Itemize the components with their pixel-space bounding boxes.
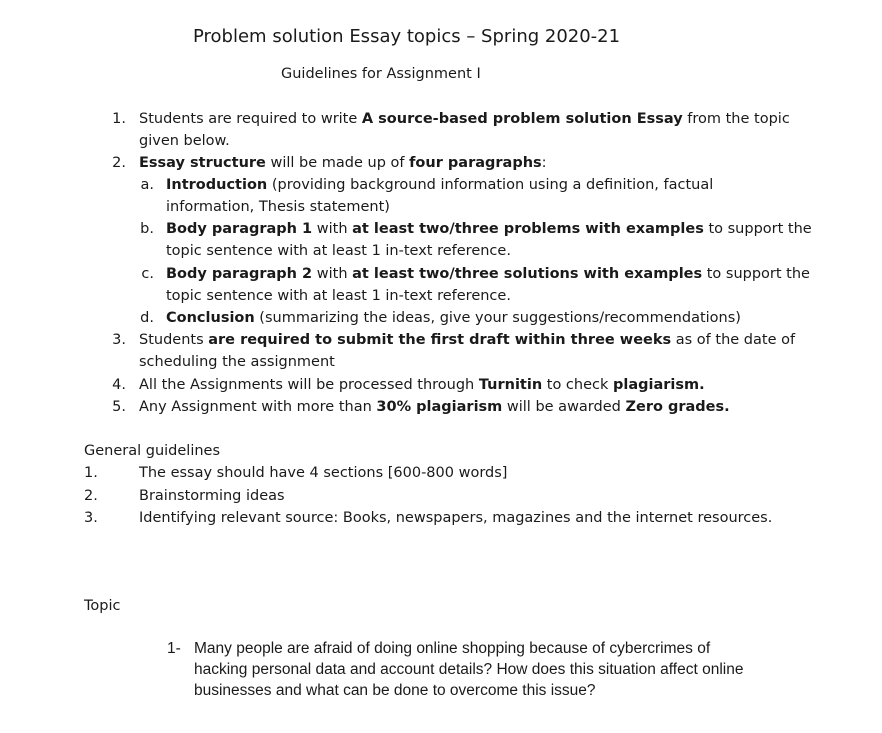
bold-text-run: four paragraphs	[409, 155, 542, 171]
list-item-number: 3.	[112, 332, 126, 348]
sublist-item-letter: b.	[140, 221, 154, 237]
list-item-number: 2.	[112, 155, 126, 171]
list-item-text: Identifying relevant source: Books, newspapers, magazines and the internet resources.	[139, 510, 773, 526]
list-item-number: 1.	[112, 111, 126, 127]
bold-text-run: at least two/three solutions with examples	[352, 266, 703, 282]
bold-text-run: Zero grades.	[625, 399, 730, 415]
bold-text-run: Introduction	[166, 177, 268, 193]
bold-text-run: Body paragraph 2	[166, 266, 313, 282]
bold-text-run: are required to submit the first draft within three weeks	[208, 332, 672, 348]
list-item-number: 2.	[84, 488, 98, 504]
list-item-continuation: given below.	[139, 133, 230, 149]
list-item-number: 3.	[84, 510, 98, 526]
list-item-number: 1.	[84, 465, 98, 481]
bold-text-run: Conclusion	[166, 310, 255, 326]
text-run: with	[312, 266, 353, 282]
topic-item-text: businesses and what can be done to overcome this issue?	[194, 682, 596, 699]
list-item-text: Brainstorming ideas	[139, 488, 285, 504]
topic-heading: Topic	[84, 598, 121, 614]
text-run: Students	[139, 332, 209, 348]
text-run: as of the date of	[671, 332, 796, 348]
bold-text-run: A source-based problem solution Essay	[361, 111, 683, 127]
text-run: from the topic	[682, 111, 790, 127]
sublist-item-letter: d.	[140, 310, 154, 326]
sublist-item-continuation: topic sentence with at least 1 in-text reference.	[166, 243, 511, 259]
sublist-item-continuation: topic sentence with at least 1 in-text reference.	[166, 288, 511, 304]
document-title: Problem solution Essay topics – Spring 2020-21	[193, 26, 621, 47]
bold-text-run: Body paragraph 1	[166, 221, 313, 237]
list-item-continuation: scheduling the assignment	[139, 354, 335, 370]
bold-text-run: Turnitin	[478, 377, 543, 393]
text-run: (providing background information using a definition, factual	[267, 177, 714, 193]
text-run: will be made up of	[265, 155, 410, 171]
text-run: All the Assignments will be processed through	[139, 377, 479, 393]
text-run: to support the	[702, 266, 810, 282]
sublist-item-text	[166, 218, 812, 240]
list-item-text	[139, 152, 547, 174]
bold-text-run: at least two/three problems with examples	[352, 221, 704, 237]
list-item-text	[139, 108, 790, 130]
text-run: Students are required to write	[139, 111, 362, 127]
list-item-number: 5.	[112, 399, 126, 415]
bold-text-run: plagiarism.	[613, 377, 705, 393]
sublist-item-text	[166, 174, 713, 196]
text-run: to support the	[703, 221, 812, 237]
document-subtitle: Guidelines for Assignment I	[281, 66, 481, 82]
sublist-item-text	[166, 307, 741, 329]
sublist-item-letter: a.	[140, 177, 154, 193]
general-guidelines-heading: General guidelines	[84, 443, 221, 459]
text-run: Any Assignment with more than	[139, 399, 377, 415]
topic-item-number: 1-	[167, 640, 181, 657]
list-item-text: The essay should have 4 sections [600-800 words]	[139, 465, 508, 481]
sublist-item-text	[166, 263, 810, 285]
sublist-item-letter: c.	[141, 266, 154, 282]
list-item-text	[139, 329, 795, 351]
list-item-text	[139, 374, 705, 396]
text-run: will be awarded	[502, 399, 626, 415]
text-run: (summarizing the ideas, give your suggestions/recommendations)	[254, 310, 741, 326]
text-run: to check	[542, 377, 613, 393]
text-run: :	[541, 155, 547, 171]
list-item-text	[139, 396, 730, 418]
topic-item-text: hacking personal data and account details? How does this situation affect online	[194, 661, 744, 678]
text-run: with	[312, 221, 353, 237]
list-item-number: 4.	[112, 377, 126, 393]
sublist-item-continuation: information, Thesis statement)	[166, 199, 390, 215]
bold-text-run: 30% plagiarism	[376, 399, 503, 415]
topic-item-text: Many people are afraid of doing online shopping because of cybercrimes of	[194, 640, 711, 657]
bold-text-run: Essay structure	[139, 155, 266, 171]
